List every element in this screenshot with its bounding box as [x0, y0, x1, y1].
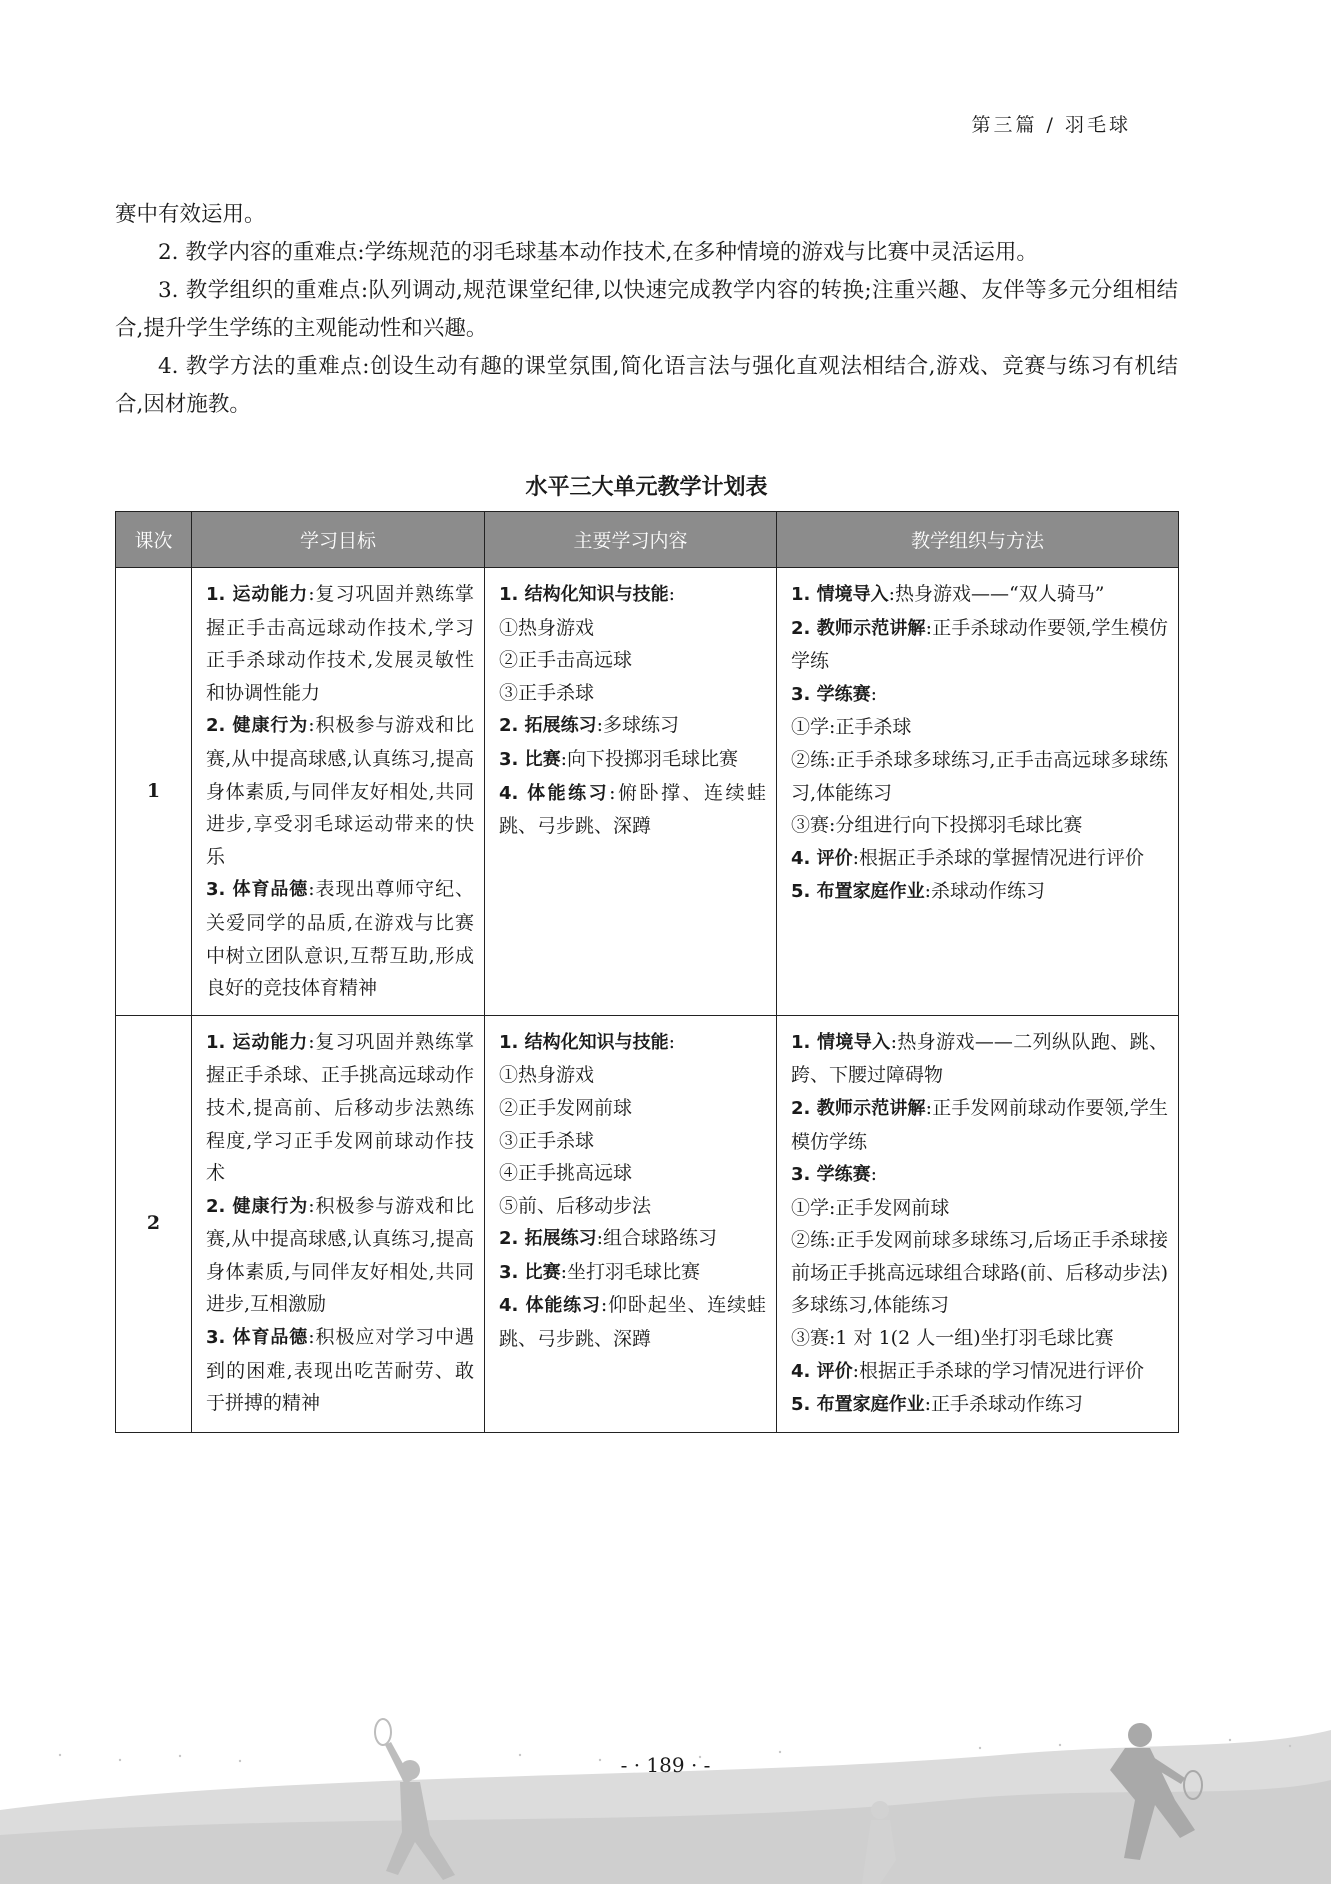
item-text: ②正手击高远球: [499, 649, 633, 672]
goals-cell: [192, 1015, 485, 1432]
item-text: :杀球动作练习: [924, 880, 1046, 903]
cell-line: [791, 1224, 1168, 1322]
cell-line: [499, 743, 766, 777]
teaching-plan-table: [115, 511, 1179, 1433]
item-label: 2. 健康行为: [206, 715, 309, 737]
item-text: :热身游戏——二列纵队跑、跳、跨、下腰过障碍物: [791, 1030, 1168, 1087]
methods-cell: [777, 1015, 1179, 1432]
item-text: :仰卧起坐、连续蛙跳、弓步跳、深蹲: [499, 1294, 766, 1351]
item-text: :正手杀球动作要领,学生模仿学练: [791, 616, 1168, 673]
item-label: 2. 拓展练习: [499, 715, 597, 737]
item-label: 2. 教师示范讲解: [791, 1097, 926, 1119]
item-label: 2. 拓展练习: [499, 1228, 597, 1250]
cell-line: [206, 1190, 474, 1321]
item-text: ④正手挑高远球: [499, 1162, 633, 1185]
paragraph: 赛中有效运用。: [115, 202, 266, 227]
item-text: :: [870, 1163, 878, 1186]
cell-line: [499, 1026, 766, 1060]
item-text: ②练:正手发网前球多球练习,后场正手杀球接前场正手挑高远球组合球路(前、后移动步法)多球练习,体能练习: [791, 1229, 1168, 1317]
item-text: :复习巩固并熟练掌握正手杀球、正手挑高远球动作技术,提高前、后移动步法熟练程度,学习正手发网前球动作技术: [206, 1030, 474, 1185]
paragraph: 4. 教学方法的重难点:创设生动有趣的课堂氛围,简化语言法与强化直观法相结合,游戏、竞赛与练习有机结合,因材施教。: [115, 354, 1178, 417]
table-header-row: [116, 512, 1179, 568]
item-text: :俯卧撑、连续蛙跳、弓步跳、深蹲: [499, 781, 766, 838]
lesson-number: 2: [116, 1015, 192, 1432]
item-text: :积极应对学习中遇到的困难,表现出吃苦耐劳、敢于拼搏的精神: [206, 1326, 474, 1415]
item-text: :积极参与游戏和比赛,从中提高球感,认真练习,提高身体素质,与同伴友好相处,共同进步,享受羽毛球运动带来的快乐: [206, 714, 474, 868]
table-title: 水平三大单元教学计划表: [525, 475, 768, 500]
cell-line: [791, 578, 1168, 612]
content-cell: [485, 1015, 777, 1432]
item-text: ①学:正手杀球: [791, 716, 912, 739]
item-label: 3. 学练赛: [791, 683, 871, 705]
cell-line: [791, 842, 1168, 876]
cell-line: [206, 578, 474, 709]
cell-line: [791, 678, 1168, 712]
item-label: 3. 体育品德: [206, 879, 309, 901]
cell-line: [499, 1157, 766, 1190]
cell-line: [206, 1026, 474, 1190]
cell-line: [499, 1222, 766, 1256]
header-content: 主要学习内容: [485, 512, 777, 568]
paragraph: 3. 教学组织的重难点:队列调动,规范课堂纪律,以快速完成教学内容的转换;注重兴趣、友伴等多元分组相结合,提升学生学练的主观能动性和兴趣。: [115, 278, 1178, 341]
goals-cell: [192, 568, 485, 1016]
item-text: ②正手发网前球: [499, 1096, 633, 1119]
item-text: :: [668, 1030, 676, 1053]
item-label: 4. 评价: [791, 847, 853, 869]
page-number: - · 189 · -: [620, 1753, 711, 1777]
cell-line: [791, 744, 1168, 809]
cell-line: [499, 578, 766, 612]
item-text: ①热身游戏: [499, 1064, 595, 1087]
cell-line: [499, 1092, 766, 1125]
header-lesson: 课次: [116, 512, 192, 568]
cell-line: [791, 1092, 1168, 1158]
cell-line: [499, 1190, 766, 1223]
item-label: 1. 结构化知识与技能: [499, 584, 669, 605]
methods-cell: [777, 568, 1179, 1016]
cell-line: [791, 1355, 1168, 1389]
cell-line: [791, 1192, 1168, 1225]
item-text: :坐打羽毛球比赛: [560, 1260, 701, 1283]
header-goals: 学习目标: [192, 512, 485, 568]
cell-line: [499, 1289, 766, 1355]
item-label: 3. 体育品德: [206, 1327, 309, 1349]
item-text: ③赛:1 对 1(2 人一组)坐打羽毛球比赛: [791, 1327, 1114, 1350]
cell-line: [791, 1388, 1168, 1422]
item-text: :向下投掷羽毛球比赛: [560, 747, 739, 770]
cell-line: [499, 777, 766, 843]
item-label: 1. 运动能力: [206, 584, 309, 605]
item-text: :根据正手杀球的学习情况进行评价: [852, 1359, 1145, 1382]
item-text: ②练:正手杀球多球练习,正手击高远球多球练习,体能练习: [791, 748, 1168, 804]
item-label: 1. 运动能力: [206, 1031, 309, 1053]
cell-line: [791, 612, 1168, 678]
item-label: 1. 结构化知识与技能: [499, 1031, 669, 1053]
table-row: [116, 568, 1179, 1016]
item-label: 3. 比赛: [499, 1261, 561, 1283]
cell-line: [499, 1125, 766, 1158]
item-text: :复习巩固并熟练掌握正手击高远球动作技术,学习正手杀球动作技术,发展灵敏性和协调性能力: [206, 583, 474, 704]
item-label: 1. 情境导入: [791, 1031, 891, 1053]
cell-line: [499, 1256, 766, 1290]
cell-line: [499, 612, 766, 645]
table-row: [116, 1015, 1179, 1432]
item-label: 5. 布置家庭作业: [791, 1394, 925, 1416]
item-text: :热身游戏——“双人骑马”: [888, 583, 1105, 605]
item-label: 2. 教师示范讲解: [791, 617, 926, 639]
item-text: :: [668, 583, 676, 605]
item-text: :组合球路练习: [596, 1227, 718, 1250]
item-text: :正手杀球动作练习: [924, 1393, 1084, 1416]
item-text: :多球练习: [596, 714, 680, 737]
item-text: :正手发网前球动作要领,学生模仿学练: [791, 1096, 1168, 1153]
item-text: ⑤前、后移动步法: [499, 1194, 652, 1217]
item-label: 3. 学练赛: [791, 1164, 871, 1186]
item-label: 3. 比赛: [499, 748, 561, 770]
body-text: [115, 196, 1178, 424]
content-cell: [485, 568, 777, 1016]
item-text: ①热身游戏: [499, 616, 595, 639]
cell-line: [499, 709, 766, 743]
cell-line: [791, 1026, 1168, 1092]
item-text: :根据正手杀球的掌握情况进行评价: [852, 846, 1145, 869]
lesson-number: 1: [116, 568, 192, 1016]
cell-line: [791, 1322, 1168, 1355]
item-text: :表现出尊师守纪、关爱同学的品质,在游戏与比赛中树立团队意识,互帮互助,形成良好的竞技体育精神: [206, 878, 474, 1000]
item-text: ①学:正手发网前球: [791, 1196, 950, 1219]
item-label: 2. 健康行为: [206, 1195, 309, 1217]
cell-line: [791, 1158, 1168, 1192]
item-label: 4. 体能练习: [499, 1295, 601, 1317]
header-methods: 教学组织与方法: [777, 512, 1179, 568]
cell-line: [499, 1059, 766, 1092]
item-label: 4. 评价: [791, 1360, 853, 1382]
item-label: 4. 体能练习: [499, 782, 610, 804]
item-text: ③正手杀球: [499, 1129, 595, 1152]
cell-line: [206, 1321, 474, 1420]
item-text: ③正手杀球: [499, 681, 595, 704]
item-label: 5. 布置家庭作业: [791, 881, 925, 903]
cell-line: [499, 644, 766, 677]
item-label: 1. 情境导入: [791, 584, 889, 605]
item-text: :积极参与游戏和比赛,从中提高球感,认真练习,提高身体素质,与同伴友好相处,共同进步,互相激励: [206, 1194, 474, 1316]
cell-line: [791, 809, 1168, 842]
cell-line: [791, 711, 1168, 744]
item-text: ③赛:分组进行向下投掷羽毛球比赛: [791, 814, 1083, 837]
cell-line: [206, 709, 474, 873]
cell-line: [206, 873, 474, 1004]
paragraph: 2. 教学内容的重难点:学练规范的羽毛球基本动作技术,在多种情境的游戏与比赛中灵活运用。: [158, 240, 1038, 265]
cell-line: [499, 677, 766, 710]
item-text: :: [870, 682, 878, 705]
cell-line: [791, 875, 1168, 909]
running-head: 第三篇 / 羽毛球: [971, 114, 1131, 136]
